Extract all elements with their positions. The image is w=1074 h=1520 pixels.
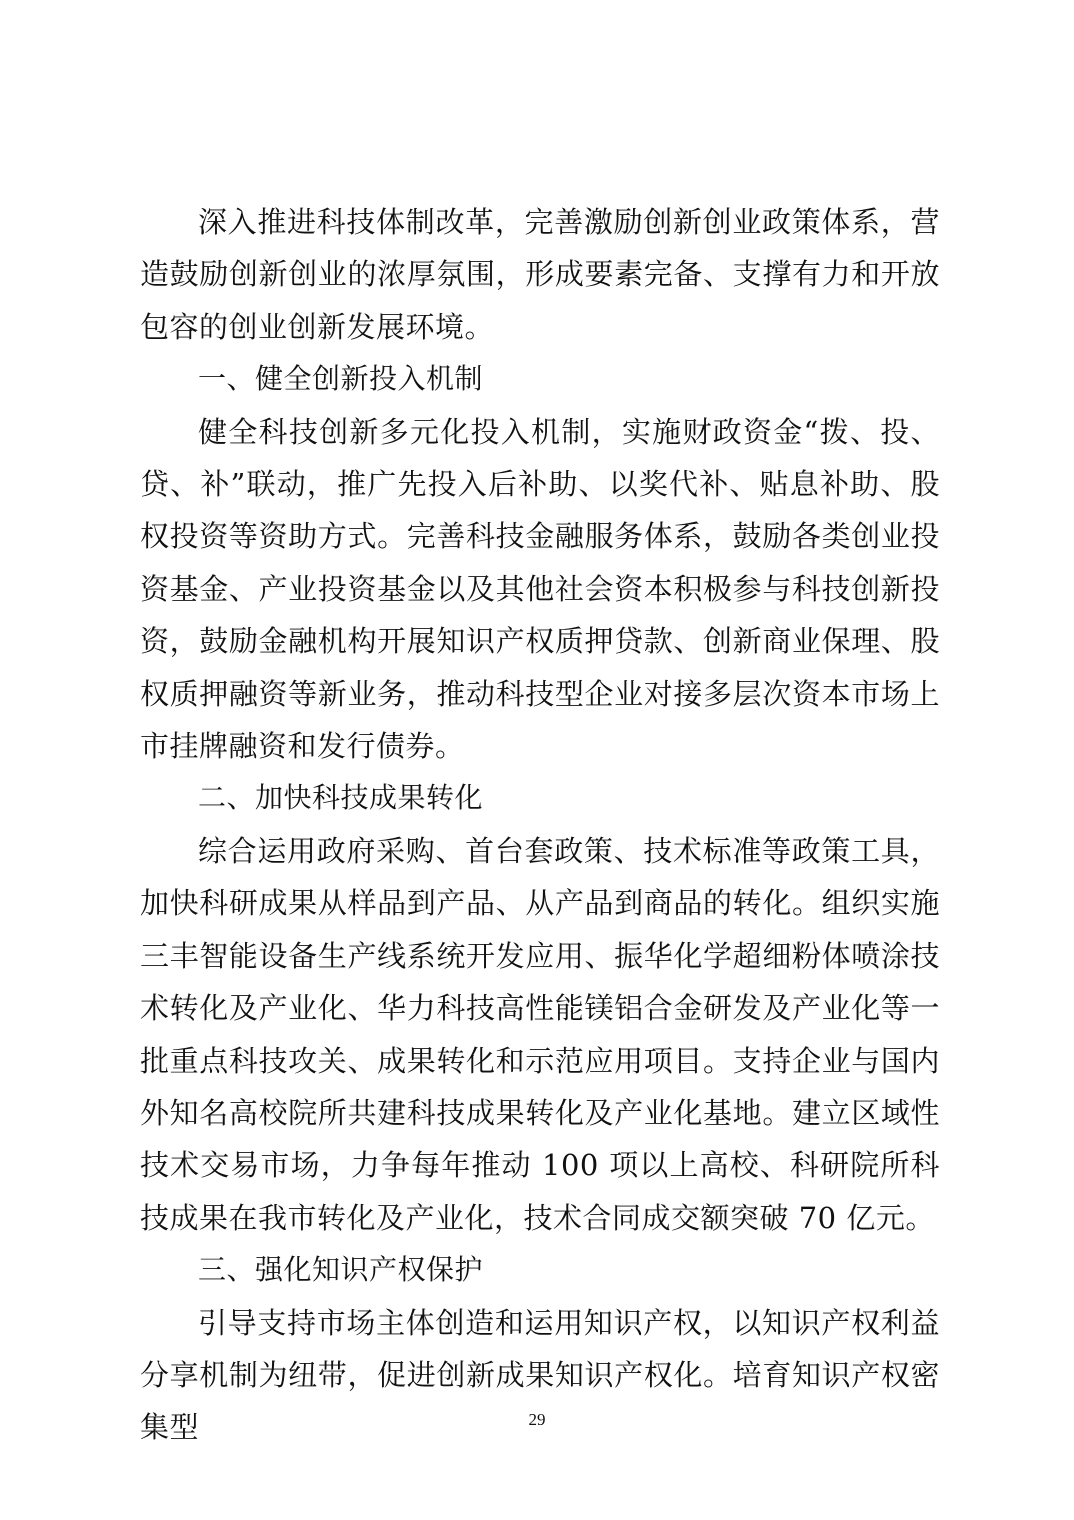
section-body-3: 引导支持市场主体创造和运用知识产权，以知识产权利益分享机制为纽带，促进创新成果知识产权化。培育知识产权密集型 (140, 1305, 940, 1445)
section-heading-1: 一、健全创新投入机制 (198, 362, 484, 396)
section-heading-3: 三、强化知识产权保护 (198, 1253, 484, 1287)
page-number: 29 (528, 1410, 546, 1429)
section-heading-2: 二、加快科技成果转化 (198, 781, 484, 815)
intro-paragraph: 深入推进科技体制改革，完善激励创新创业政策体系，营造鼓励创新创业的浓厚氛围，形成要素完备、支撑有力和开放包容的创业创新发展环境。 (140, 205, 940, 344)
section-body-2: 综合运用政府采购、首台套政策、技术标准等政策工具，加快科研成果从样品到产品、从产品到商品的转化。组织实施三丰智能设备生产线系统开发应用、振华化学超细粉体喷涂技术转化及产业化、华力科技高性能镁铝合金研发及产业化等一批重点科技攻关、成果转化和示范应用项目。支持企业与国内外知名高校院所共建科技成果转化及产业化基地。建立区域性技术交易市场，力争每年推动 100 项以上高校、科研院所科技成果在我市转化及产业化，技术合同成交额突破 70 亿元。 (140, 833, 940, 1235)
document-body (140, 196, 940, 1454)
section-body-1: 健全科技创新多元化投入机制，实施财政资金“拨、投、贷、补”联动，推广先投入后补助、以奖代补、贴息补助、股权投资等资助方式。完善科技金融服务体系，鼓励各类创业投资基金、产业投资基金以及其他社会资本积极参与科技创新投资，鼓励金融机构开展知识产权质押贷款、创新商业保理、股权质押融资等新业务，推动科技型企业对接多层次资本市场上市挂牌融资和发行债券。 (140, 414, 940, 764)
